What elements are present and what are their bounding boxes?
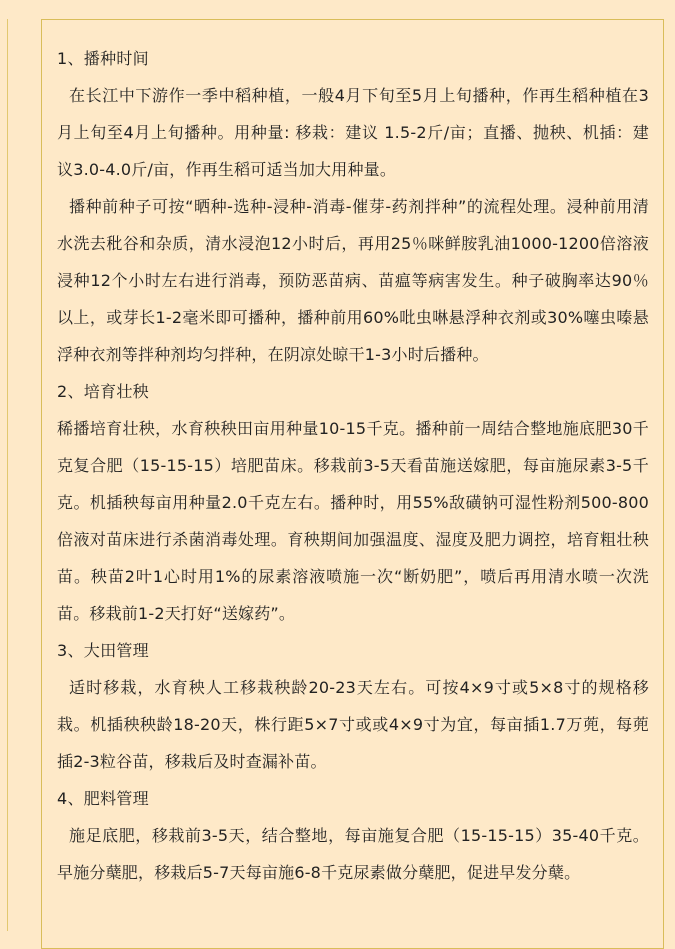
section-paragraph: 在长江中下游作一季中稻种植，一般4月下旬至5月上旬播种，作再生稻种植在3月上旬至4月上旬播种。用种量: 移栽：建议 1.5-2斤/亩；直播、抛秧、机插：建议3.0-4.0斤/亩，作再生稻可适当加大用种量。 — [57, 86, 649, 179]
section-paragraph: 稀播培育壮秧，水育秧秧田亩用种量10-15千克。播种前一周结合整地施底肥30千克复合肥（15-15-15）培肥苗床。移栽前3-5天看苗施送嫁肥，每亩施尿素3-5千克。机插秧每亩用种量2.0千克左右。播种时，用55%敌磺钠可湿性粉剂500-800倍液对苗床进行杀菌消毒处理。育秧期间加强温度、湿度及肥力调控，培育粗壮秧苗。秧苗2叶1心时用1%的尿素溶液喷施一次“断奶肥”，喷后再用清水喷一次洗苗。移栽前1-2天打好“送嫁药”。 — [57, 419, 649, 623]
section-paragraph: 适时移栽，水育秧人工移栽秧龄20-23天左右。可按4×9寸或5×8寸的规格移栽。机插秧秧龄18-20天，株行距5×7寸或或4×9寸为宜，每亩插1.7万蔸，每蔸插2-3粒谷苗，移栽后及时查漏补苗。 — [57, 678, 649, 771]
section-field-management — [57, 632, 649, 780]
section-heading: 2、培育壮秧 — [57, 382, 149, 401]
article-content-box — [41, 19, 664, 949]
section-heading: 1、播种时间 — [57, 49, 149, 68]
section-sowing-time — [57, 40, 649, 373]
section-seedling-cultivation — [57, 373, 649, 632]
outer-border-line — [7, 19, 8, 931]
section-heading: 3、大田管理 — [57, 641, 149, 660]
section-paragraph: 施足底肥，移栽前3-5天，结合整地，每亩施复合肥（15-15-15）35-40千克。早施分蘖肥，移栽后5-7天每亩施6-8千克尿素做分蘖肥，促进早发分蘖。 — [57, 826, 649, 882]
section-fertilizer-management — [57, 780, 649, 891]
section-paragraph: 播种前种子可按“晒种-选种-浸种-消毒-催芽-药剂拌种”的流程处理。浸种前用清水洗去秕谷和杂质，清水浸泡12小时后，再用25％咪鲜胺乳油1000-1200倍溶液浸种12个小时左右进行消毒，预防恶苗病、苗瘟等病害发生。种子破胸率达90％以上，或芽长1-2毫米即可播种，播种前用60%吡虫啉悬浮种衣剂或30%噻虫嗪悬浮种衣剂等拌种剂均匀拌种，在阴凉处晾干1-3小时后播种。 — [57, 197, 649, 364]
section-heading: 4、肥料管理 — [57, 789, 149, 808]
